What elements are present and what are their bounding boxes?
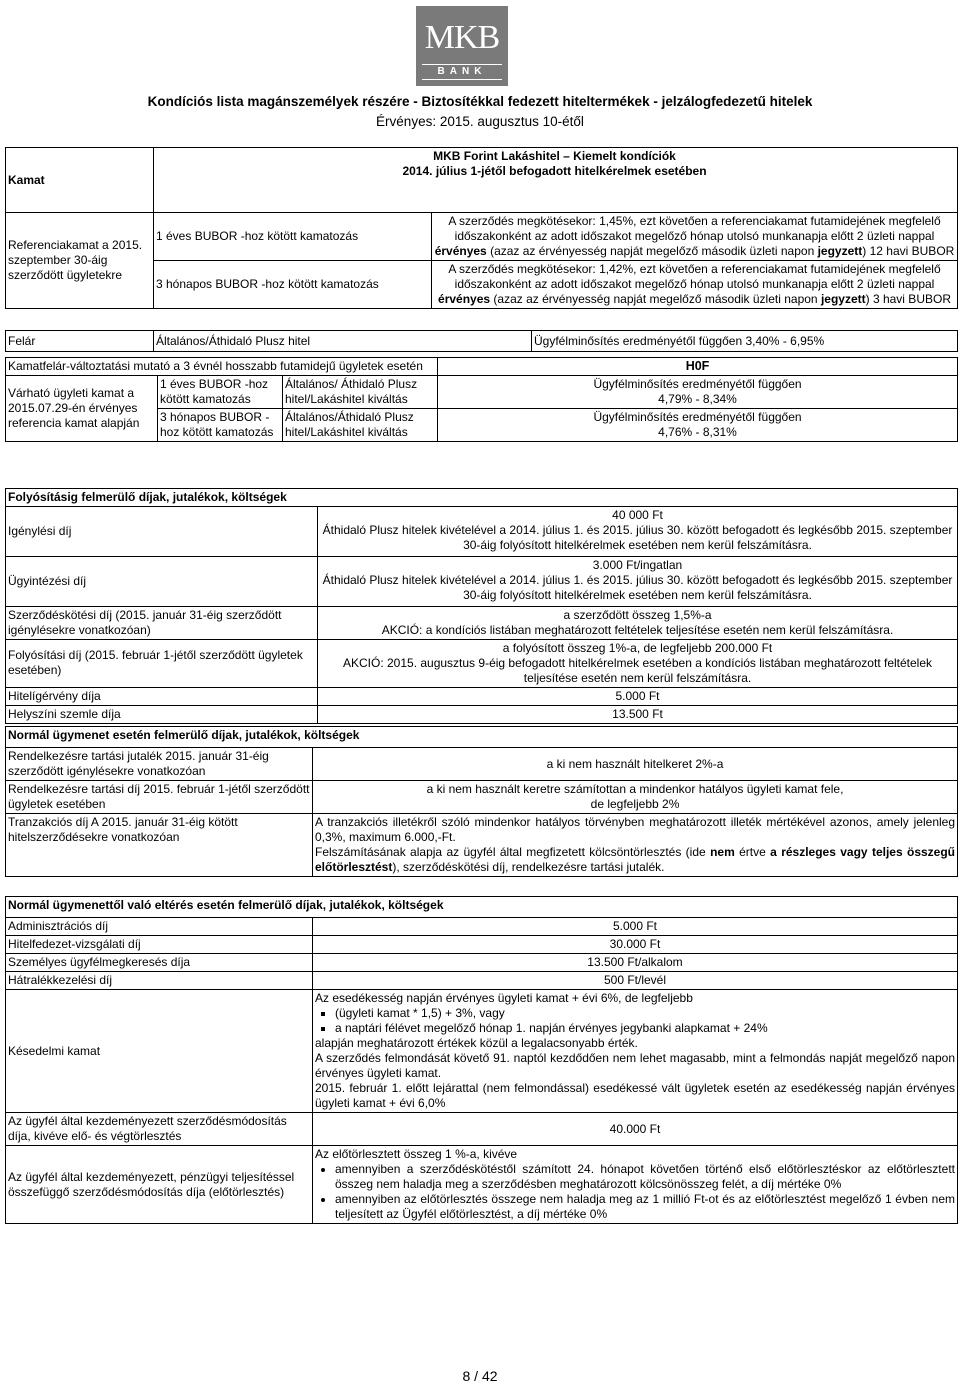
fee-label-tranzakcios: Tranzakciós díj A 2015. január 31-éig kötött hitelszerződésekre vonatkozóan <box>6 814 313 877</box>
page-title: Kondíciós lista magánszemélyek részére - Biztosítékkal fedezett hiteltermékek - jelzálogfedezetű hitelek <box>147 94 813 109</box>
fee-label-ugyintezesi: Ügyintézési díj <box>6 557 318 607</box>
fee-value-folyositasi: a folyósított összeg 1%-a, de legfeljebb 200.000 Ft AKCIÓ: 2015. augusztus 9-éig befogadott hitelkérelmek esetében a kondíciós listában meghatározott feltételek teljesítése esetén nem kerül felszámításra. <box>318 640 958 688</box>
fee-value-rendelkezesre-dij: a ki nem használt keretre számítottan a mindenkor hatályos ügyleti kamat fele, de legfeljebb 2% <box>313 781 958 814</box>
validity-date: Érvényes: 2015. augusztus 10-étől <box>376 114 584 129</box>
fee-value-helyszini: 13.500 Ft <box>318 706 958 724</box>
fee-value-tranzakcios: A tranzakciós illetékről szóló mindenkor hatályos törvényben meghatározott illeték mértékével azonos, amely jelenleg 0,3%, maximum 6.000,-Ft. Felszámításának alapja az ügyfél által megfizetett kölcsöntörlesztés (ide nem értve a részleges vagy teljes összegű előtörlesztést), szerződéskötési díj, rendelkezésre tartási jutalék. <box>313 814 958 877</box>
fees-predisbursement-table <box>5 488 958 724</box>
felar-product: Általános/Áthidaló Plusz hitel <box>154 331 532 352</box>
fee-value-hiteligerveny: 5.000 Ft <box>318 688 958 706</box>
rate-desc-3m: A szerződés megkötésekor: 1,42%, ezt követően a referenciakamat futamidejének megfelelő időszakonként az adott időszakot megelőző hónap utolsó munkanapja előtt 2 üzleti nappal érvényes (azaz az érvényesség napját megelőző második üzleti napon jegyzett) 3 havi BUBOR <box>432 261 958 309</box>
fee-label-helyszini: Helyszíni szemle díja <box>6 706 318 724</box>
fee-label-elotorlesztes: Az ügyfél által kezdeményezett, pénzügyi teljesítéssel összefüggő szerződésmódosítás díja (előtörlesztés) <box>6 1146 313 1224</box>
h0f-value-3m: Ügyfélminősítés eredményétől függően 4,76% - 8,31% <box>438 409 958 442</box>
fee-label-szerzodesmodositas: Az ügyfél által kezdeményezett szerződésmódosítás díja, kivéve elő- és végtörlesztés <box>6 1113 313 1146</box>
felar-value: Ügyfélminősítés eredményétől függően 3,40% - 6,95% <box>532 331 958 352</box>
fee-value-szerzodeskotesi: a szerződött összeg 1,5%-a AKCIÓ: a kondíciós listában meghatározott feltételek teljesítése esetén nem kerül felszámításra. <box>318 607 958 640</box>
h0f-rate-type-3m: 3 hónapos BUBOR -hoz kötött kamatozás <box>158 409 283 442</box>
h0f-top-label: Kamatfelár-változtatási mutató a 3 évnél hosszabb futamidejű ügyletek esetén <box>6 358 438 376</box>
rate-type-3m: 3 hónapos BUBOR -hoz kötött kamatozás <box>154 261 432 309</box>
fee-label-hiteligerveny: Hitelígérvény díja <box>6 688 318 706</box>
fee-value-szemelyes: 13.500 Ft/alkalom <box>313 954 958 972</box>
logo-mark: MKB <box>424 19 500 56</box>
fees-normal-table <box>5 726 958 877</box>
fee-label-hatralek: Hátralékkezelési díj <box>6 972 313 990</box>
fees-deviation-table <box>5 896 958 1224</box>
fee-label-folyositasi: Folyósítási díj (2015. február 1-jétől szerződött ügyletek esetében) <box>6 640 318 688</box>
rate-desc-12m: A szerződés megkötésekor: 1,45%, ezt követően a referenciakamat futamidejének megfelelő időszakonként az adott időszakot megelőző hónap utolsó munkanapja előtt 2 üzleti nappal érvényes (azaz az érvényesség napját megelőző második üzleti napon jegyzett) 12 havi BUBOR <box>432 213 958 261</box>
fee-value-hatralek: 500 Ft/levél <box>313 972 958 990</box>
h0f-column-head: H0F <box>438 358 958 376</box>
kamat-product-name: MKB Forint Lakáshitel – Kiemelt kondíciók <box>433 149 676 163</box>
fee-value-adminisztracios: 5.000 Ft <box>313 918 958 936</box>
fee-label-kesedelmi: Késedelmi kamat <box>6 990 313 1113</box>
rate-type-12m: 1 éves BUBOR -hoz kötött kamatozás <box>154 213 432 261</box>
h0f-variable-label: Várható ügyleti kamat a 2015.07.29-én érvényes referencia kamat alapján <box>6 376 158 442</box>
kamat-header <box>154 148 958 213</box>
fee-label-szemelyes: Személyes ügyfélmegkeresés díja <box>6 954 313 972</box>
kamat-table <box>5 147 958 309</box>
reference-rate-label: Referenciakamat a 2015. szeptember 30-áig szerződött ügyletekre <box>6 213 154 309</box>
fee-label-adminisztracios: Adminisztrációs díj <box>6 918 313 936</box>
h0f-rate-type-12m: 1 éves BUBOR -hoz kötött kamatozás <box>158 376 283 409</box>
kamat-product-scope: 2014. július 1-jétől befogadott hitelkérelmek esetében <box>402 164 707 178</box>
fee-value-ugyintezesi: 3.000 Ft/ingatlan Áthidaló Plusz hitelek kivételével a 2014. július 1. és 2015. július 30. között befogadott és legkésőbb 2015. szeptember 30-áig folyósított hitelkérelmek esetében nem kerül felszámításra. <box>318 557 958 607</box>
kesedelmi-option-1: ▪ (ügyleti kamat * 1,5) + 3%, vagy <box>335 1006 955 1021</box>
section-title-predisbursement: Folyósításig felmerülő díjak, jutalékok, költségek <box>6 489 958 507</box>
fee-value-szerzodesmodositas: 40.000 Ft <box>313 1113 958 1146</box>
elotorlesztes-exception-1: • amennyiben a szerződéskötéstől számított 24. hónapot követően történő első előtörlesztéskor az előtörlesztett összeg nem haladja meg a szerződésben meghatározott kölcsönösszeg felét, a díj mértéke 0% <box>335 1162 955 1192</box>
h0f-product-3m: Általános/Áthidaló Plusz hitel/Lakáshitel kiváltás <box>283 409 438 442</box>
fee-label-rendelkezesre-dij: Rendelkezésre tartási díj 2015. február 1-jétől szerződött ügyletek esetében <box>6 781 313 814</box>
mkb-bank-logo <box>416 6 508 86</box>
kesedelmi-option-2: ▪ a naptári félévet megelőző hónap 1. napján érvényes jegybanki alapkamat + 24% <box>335 1021 955 1036</box>
fee-label-rendelkezesre-jutalek: Rendelkezésre tartási jutalék 2015. január 31-éig szerződött igénylésekre vonatkozóan <box>6 748 313 781</box>
fee-value-hitelfedezet: 30.000 Ft <box>313 936 958 954</box>
felar-label: Felár <box>6 331 154 352</box>
h0f-product-12m: Általános/ Áthidaló Plusz hitel/Lakáshitel kiváltás <box>283 376 438 409</box>
logo-bank-text: BANK <box>422 64 502 80</box>
section-title-deviation: Normál ügymenettől való eltérés esetén felmerülő díjak, jutalékok, költségek <box>6 897 958 918</box>
fee-value-rendelkezesre-jutalek: a ki nem használt hitelkeret 2%-a <box>313 748 958 781</box>
kamat-label: Kamat <box>6 148 154 213</box>
fee-label-szerzodeskotesi: Szerződéskötési díj (2015. január 31-éig szerződött igénylésekre vonatkozóan) <box>6 607 318 640</box>
h0f-value-12m: Ügyfélminősítés eredményétől függően 4,79% - 8,34% <box>438 376 958 409</box>
elotorlesztes-exception-2: • amennyiben az előtörlesztés összege nem haladja meg az 1 millió Ft-ot és az előtörlesztést megelőző 1 évben nem teljesített az Ügyfél előtörlesztést, a díj mértéke 0% <box>335 1192 955 1222</box>
page-number: 8 / 42 <box>462 1368 498 1384</box>
h0f-table <box>5 357 958 442</box>
fee-label-igenylesi: Igénylési díj <box>6 507 318 557</box>
fee-label-hitelfedezet: Hitelfedezet-vizsgálati díj <box>6 936 313 954</box>
fee-value-elotorlesztes: Az előtörlesztett összeg 1 %-a, kivéve • amennyiben a szerződéskötéstől számított 24. hónapot követően történő első előtörlesztéskor az előtörlesztett összeg nem haladja meg a szerződésben meghatározott kölcsönösszeg felét, a díj mértéke 0% • amennyiben az előtörlesztés összege nem haladja meg az 1 millió Ft-ot és az előtörlesztést megelőző 1 évben nem teljesített az Ügyfél előtörlesztést, a díj mértéke 0% <box>313 1146 958 1224</box>
fee-value-igenylesi: 40 000 Ft Áthidaló Plusz hitelek kivételével a 2014. július 1. és 2015. július 30. között befogadott és legkésőbb 2015. szeptember 30-áig folyósított hitelkérelmek esetében nem kerül felszámításra. <box>318 507 958 557</box>
felar-table <box>5 330 958 352</box>
section-title-normal: Normál ügymenet esetén felmerülő díjak, jutalékok, költségek <box>6 727 958 748</box>
fee-value-kesedelmi: Az esedékesség napján érvényes ügyleti kamat + évi 6%, de legfeljebb ▪ (ügyleti kamat * 1,5) + 3%, vagy ▪ a naptári félévet megelőző hónap 1. napján érvényes jegybanki alapkamat + 24% alapján meghatározott értékek közül a legalacsonyabb érték. A szerződés felmondását követő 91. naptól kezdődően nem lehet magasabb, mint a felmondás napját megelőző napon érvényes ügyleti kamat. 2015. február 1. előtt lejárattal (nem felmondással) esedékessé vált ügyletek esetén az esedékesség napján érvényes ügyleti kamat + évi 6,0% <box>313 990 958 1113</box>
